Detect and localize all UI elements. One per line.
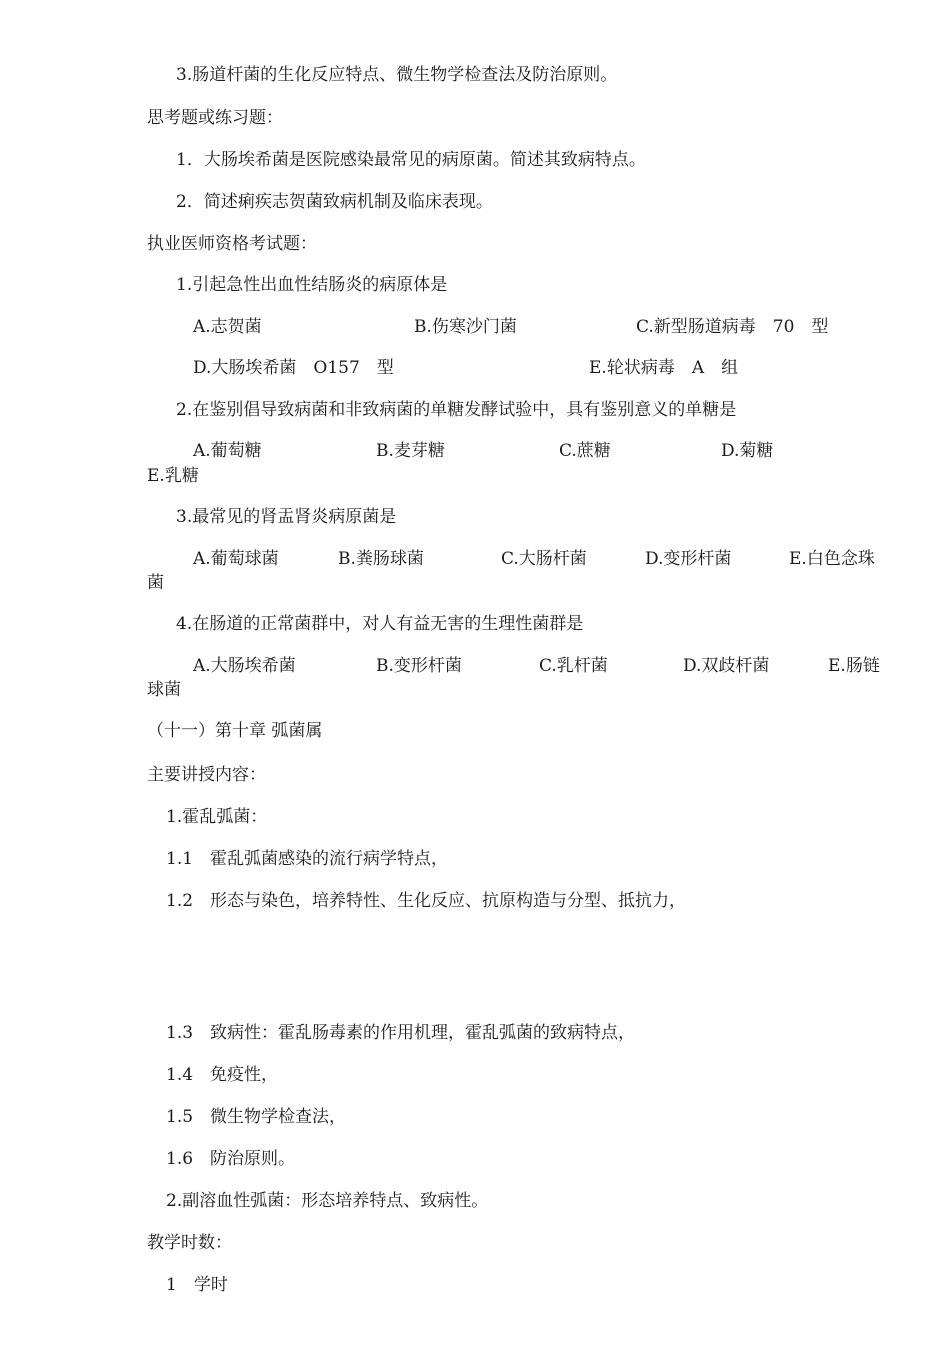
hours-value: 1 学时 (166, 1275, 228, 1295)
question-3-option-d: D.变形杆菌 (645, 549, 732, 569)
chapter-title: （十一）第十章 弧菌属 (147, 721, 323, 741)
question-2-option-b: B.麦芽糖 (376, 441, 445, 461)
content-item: 1.5 微生物学检查法， (166, 1107, 347, 1127)
question-1-option-a: A.志贺菌 (193, 317, 262, 337)
question-3-option-e-wrap: 菌 (147, 573, 164, 593)
content-item: 1.3 致病性：霍乱肠毒素的作用机理，霍乱弧菌的致病特点， (166, 1023, 636, 1043)
question-1-option-d: D.大肠埃希菌 O157 型 (193, 358, 394, 378)
content-item: 1.2 形态与染色，培养特性、生化反应、抗原构造与分型、抵抗力， (166, 891, 687, 911)
thinking-question-1: 1．大肠埃希菌是医院感染最常见的病原菌。简述其致病特点。 (176, 150, 646, 170)
question-4-option-a: A.大肠埃希菌 (193, 656, 296, 676)
question-4-option-e-wrap: 球菌 (147, 680, 181, 700)
question-3-stem: 3.最常见的肾盂肾炎病原菌是 (176, 507, 397, 527)
question-2-option-c: C.蔗糖 (559, 441, 611, 461)
question-1-option-b: B.伤寒沙门菌 (414, 317, 517, 337)
question-2-option-d: D.菊糖 (721, 441, 774, 461)
content-heading: 主要讲授内容： (147, 765, 266, 785)
content-item: 1.6 防治原则。 (166, 1149, 296, 1169)
question-2-option-e: E.乳糖 (147, 466, 199, 486)
question-3-option-e: E.白色念珠 (789, 549, 875, 569)
thinking-heading: 思考题或练习题： (147, 108, 283, 128)
question-2-option-a: A.葡萄糖 (193, 441, 262, 461)
question-1-stem: 1.引起急性出血性结肠炎的病原体是 (176, 275, 448, 295)
intro-item-3: 3.肠道杆菌的生化反应特点、微生物学检查法及防治原则。 (176, 65, 618, 85)
hours-heading: 教学时数： (147, 1233, 232, 1253)
question-1-option-c: C.新型肠道病毒 70 型 (636, 317, 829, 337)
content-item: 1.1 霍乱弧菌感染的流行病学特点， (166, 849, 449, 869)
question-4-option-e: E.肠链 (828, 656, 880, 676)
question-4-option-c: C.乳杆菌 (539, 656, 608, 676)
question-3-option-a: A.葡萄球菌 (193, 549, 279, 569)
question-4-option-d: D.双歧杆菌 (683, 656, 770, 676)
content-item: 2.副溶血性弧菌：形态培养特点、致病性。 (166, 1191, 489, 1211)
question-3-option-b: B.粪肠球菌 (338, 549, 424, 569)
content-item: 1.霍乱弧菌： (166, 807, 268, 827)
question-2-stem: 2.在鉴别倡导致病菌和非致病菌的单糖发酵试验中，具有鉴别意义的单糖是 (176, 400, 737, 420)
question-1-option-e: E.轮状病毒 A 组 (589, 358, 739, 378)
thinking-question-2: 2．简述痢疾志贺菌致病机制及临床表现。 (176, 192, 493, 212)
question-4-option-b: B.变形杆菌 (376, 656, 462, 676)
question-4-stem: 4.在肠道的正常菌群中，对人有益无害的生理性菌群是 (176, 614, 584, 634)
question-3-option-c: C.大肠杆菌 (501, 549, 587, 569)
content-item: 1.4 免疫性， (166, 1065, 279, 1085)
exam-heading: 执业医师资格考试题： (147, 234, 317, 254)
